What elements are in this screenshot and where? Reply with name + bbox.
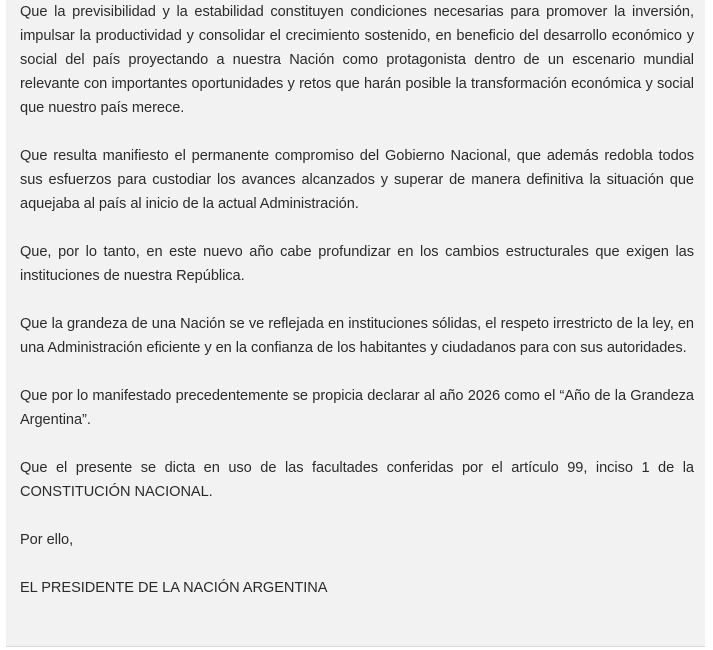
paragraph-compromiso: Que resulta manifiesto el permanente compromiso del Gobierno Nacional, que además redobla todos sus esfuerzos para custodiar los avances alcanzados y superar de manera definitiva la situación que aquejaba al país al inicio de la actual Administración. <box>20 148 694 212</box>
document-body <box>20 0 694 600</box>
document-panel <box>6 0 705 646</box>
paragraph-facultades: Que el presente se dicta en uso de las facultades conferidas por el artículo 99, inciso 1 de la CONSTITUCIÓN NACIONAL. <box>20 460 694 500</box>
paragraph-declaracion: Que por lo manifestado precedentemente se propicia declarar al año 2026 como el “Año de la Grandeza Argentina”. <box>20 388 694 428</box>
panel-bottom-border <box>6 646 705 647</box>
paragraph-presidente: EL PRESIDENTE DE LA NACIÓN ARGENTINA <box>20 580 328 596</box>
paragraph-por-ello: Por ello, <box>20 532 74 548</box>
paragraph-previsibilidad: Que la previsibilidad y la estabilidad constituyen condiciones necesarias para promover la inversión, impulsar la productividad y consolidar el crecimiento sostenido, en beneficio del desarrollo económico y social del país proyectando a nuestra Nación como protagonista dentro de un escenario mundial relevante con importantes oportunidades y retos que harán posible la transformación económica y social que nuestro país merece. <box>20 4 694 116</box>
paragraph-grandeza: Que la grandeza de una Nación se ve reflejada en instituciones sólidas, el respeto irrestricto de la ley, en una Administración eficiente y en la confianza de los habitantes y ciudadanos para con sus autoridades. <box>20 316 694 356</box>
paragraph-cambios-estructurales: Que, por lo tanto, en este nuevo año cabe profundizar en los cambios estructurales que exigen las instituciones de nuestra República. <box>20 244 694 284</box>
